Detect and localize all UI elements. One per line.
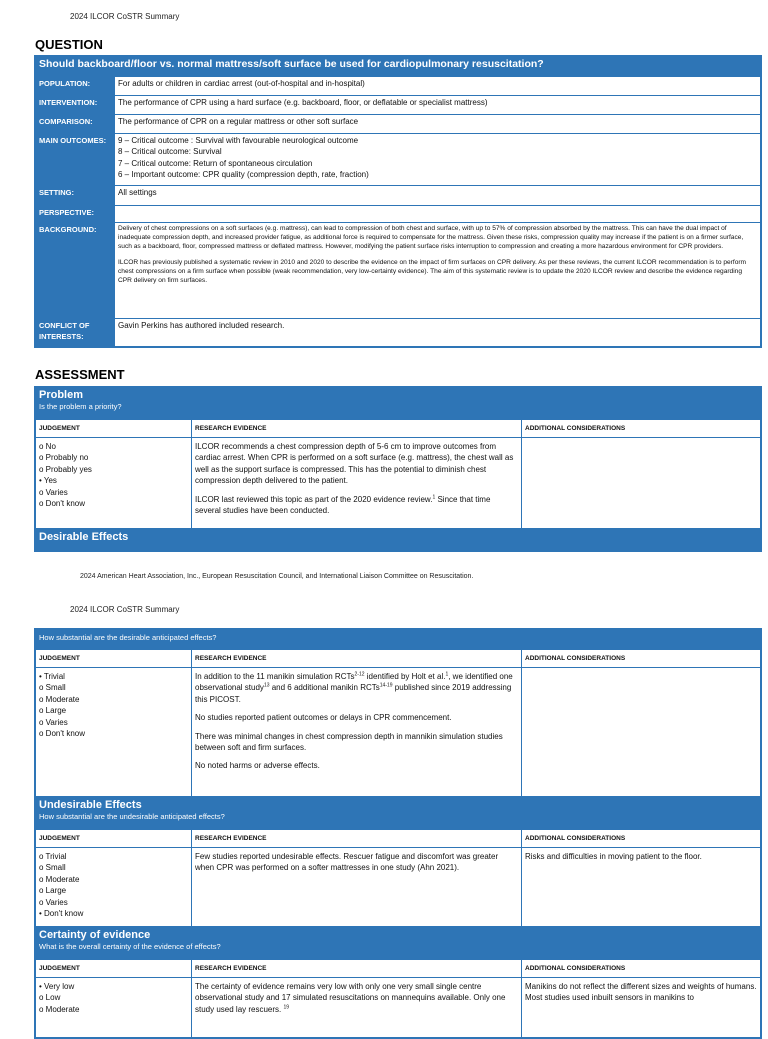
- column-header-row: [36, 420, 761, 438]
- undesirable-evidence: Few studies reported undesirable effects. Rescuer fatigue and discomfort was greater when CPR was performed on a softer mattresses in one study (Ahn 2021).: [192, 848, 522, 927]
- certainty-judgement: [36, 978, 192, 1038]
- problem-evidence: [192, 438, 522, 529]
- background-value: [115, 223, 761, 319]
- undesirable-row: [36, 848, 761, 927]
- evidence-header: RESEARCH EVIDENCE: [192, 830, 522, 848]
- additional-header: ADDITIONAL CONSIDERATIONS: [522, 830, 761, 848]
- citation: 14-19: [379, 682, 393, 689]
- problem-table: [34, 386, 762, 552]
- text-run: , we identified one observational study: [195, 672, 513, 693]
- judgement-option[interactable]: o Don't know: [39, 729, 85, 739]
- judgement-option[interactable]: o Varies: [39, 487, 68, 497]
- comparison-value: The performance of CPR on a regular mattress or other soft surface: [115, 115, 761, 134]
- desirable-additional: [522, 668, 761, 797]
- assessment-heading: ASSESSMENT: [35, 367, 125, 382]
- judgement-option[interactable]: o Moderate: [39, 874, 80, 884]
- background-row: [36, 223, 761, 319]
- judgement-option[interactable]: • Yes: [39, 476, 57, 486]
- additional-header: ADDITIONAL CONSIDERATIONS: [522, 960, 761, 978]
- certainty-row: [36, 978, 761, 1038]
- desirable-title: Desirable Effects: [39, 531, 129, 543]
- perspective-row: [36, 206, 761, 223]
- outcome-item: 7 – Critical outcome: Return of spontaneous circulation: [118, 158, 313, 168]
- problem-title: Problem: [39, 389, 84, 401]
- intervention-row: [36, 96, 761, 115]
- coi-row: [36, 319, 761, 347]
- certainty-band: [35, 927, 761, 959]
- problem-band: [35, 387, 761, 419]
- text-run: Since that time several studies have been conducted.: [195, 494, 491, 516]
- additional-header: ADDITIONAL CONSIDERATIONS: [522, 420, 761, 438]
- text-run: published since 2019 addressing this PICOST.: [195, 683, 512, 704]
- text-run: In addition to the 11 manikin simulation RCTs: [195, 672, 355, 681]
- additional-line: Most studies used inbuilt sensors in manikins to: [525, 993, 694, 1003]
- undesirable-subtitle: How substantial are the undesirable anticipated effects?: [39, 812, 225, 821]
- judgement-header: JUDGEMENT: [36, 420, 192, 438]
- background-label: BACKGROUND:: [36, 223, 115, 319]
- outcome-item: 8 – Critical outcome: Survival: [118, 147, 222, 157]
- problem-evidence-paragraph-1: ILCOR recommends a chest compression depth of 5-6 cm to improve outcomes from cardiac arrest. When CPR is performed on a soft surface (e.g. mattress), the chest wall as well as the support surface is compressed. This has the potential to diminish chest compression depth delivered to the patient.: [195, 442, 514, 486]
- question-heading: QUESTION: [35, 37, 103, 52]
- evidence-header: RESEARCH EVIDENCE: [192, 650, 522, 668]
- judgement-header: JUDGEMENT: [36, 650, 192, 668]
- outcome-item: 6 – Important outcome: CPR quality (compression depth, rate, fraction): [118, 170, 369, 180]
- judgement-option[interactable]: o Moderate: [39, 694, 80, 704]
- column-header-row: [36, 830, 761, 848]
- question-title: Should backboard/floor vs. normal mattress/soft surface be used for cardiopulmonary resuscitation?: [35, 56, 761, 76]
- text-run: The certainty of evidence remains very low with only one very small single centre observational study and 17 simulated resuscitations on mannequins available. Only one study used lay rescuers.: [195, 982, 506, 1014]
- evidence-header: RESEARCH EVIDENCE: [192, 960, 522, 978]
- text-run: identified by Holt et al.: [364, 672, 446, 681]
- judgement-option[interactable]: o Varies: [39, 897, 68, 907]
- judgement-option[interactable]: o Trivial: [39, 852, 67, 861]
- judgement-header: JUDGEMENT: [36, 960, 192, 978]
- setting-value: All settings: [115, 186, 761, 206]
- coi-value: Gavin Perkins has authored included research.: [115, 319, 761, 347]
- undesirable-band: [35, 797, 761, 829]
- judgement-option[interactable]: • Don't know: [39, 909, 84, 919]
- desirable-evidence: [192, 668, 522, 797]
- comparison-label: COMPARISON:: [36, 115, 115, 134]
- additional-line: Manikins do not reflect the different sizes and weights of humans.: [525, 982, 757, 991]
- desirable-evidence-paragraph-1: [195, 671, 518, 705]
- desirable-subtitle: How substantial are the desirable anticipated effects?: [39, 633, 217, 642]
- judgement-option[interactable]: o Large: [39, 706, 67, 716]
- question-table: [34, 55, 762, 348]
- intervention-value: The performance of CPR using a hard surface (e.g. backboard, floor, or deflatable or specialist mattress): [115, 96, 761, 115]
- population-value: For adults or children in cardiac arrest (out-of-hospital and in-hospital): [115, 77, 761, 96]
- population-label: POPULATION:: [36, 77, 115, 96]
- outcome-item: 9 – Critical outcome : Survival with favourable neurological outcome: [118, 136, 359, 145]
- citation: 2-12: [354, 671, 365, 678]
- page-footer: 2024 American Heart Association, Inc., European Resuscitation Council, and International Liaison Committee on Resuscitation.: [80, 573, 474, 580]
- main-outcomes-value: [115, 134, 761, 186]
- judgement-option[interactable]: o Varies: [39, 717, 68, 727]
- judgement-option[interactable]: • Very low: [39, 982, 75, 991]
- problem-evidence-paragraph-2: [195, 494, 518, 517]
- judgement-option[interactable]: o Probably yes: [39, 464, 92, 474]
- judgement-option[interactable]: o Don't know: [39, 499, 85, 509]
- desirable-row: [36, 668, 761, 797]
- certainty-title: Certainty of evidence: [39, 929, 151, 941]
- column-header-row: [36, 960, 761, 978]
- undesirable-title: Undesirable Effects: [39, 799, 142, 811]
- text-run: ILCOR last reviewed this topic as part of the 2020 evidence review.: [195, 494, 433, 504]
- problem-subtitle: Is the problem a priority?: [39, 402, 122, 411]
- citation: 1: [445, 671, 449, 678]
- judgement-header: JUDGEMENT: [36, 830, 192, 848]
- desirable-evidence-paragraph-2: No studies reported patient outcomes or delays in CPR commencement.: [195, 713, 452, 723]
- comparison-row: [36, 115, 761, 134]
- undesirable-additional: Risks and difficulties in moving patient to the floor.: [522, 848, 761, 927]
- problem-additional: [522, 438, 761, 529]
- perspective-value: [115, 206, 761, 223]
- page-header: 2024 ILCOR CoSTR Summary: [70, 605, 180, 614]
- background-paragraph-2: ILCOR has previously published a systematic review in 2010 and 2020 to describe the evidence on the impact of firm surfaces on CPR delivery. As per these reviews, the current ILCOR recommendation is to perform chest compressions on a firm surface when possible (weak recommendation, very low-certainty evidence). The aim of this systematic review is to update the 2020 ILCOR review and describe the evidence regarding CPR delivery on firm surfaces.: [118, 259, 747, 285]
- background-paragraph-1: Delivery of chest compressions on a soft surfaces (e.g. mattress), can lead to compression of both chest and surface, with up to 57% of compression absorbed by the mattress. This can have the dual impact of inadequate compression depth, and increased provider fatigue, as additional force is required to compensate for the mattress. Given these risks, compression quality may increase if the patient is on a firmer surface, such as a backboard, floor, compressed mattress or deflated mattress. However, modifying the patient surface risks interruption to compression and creating a more hazardous environment for CPR providers.: [118, 225, 744, 251]
- desirable-evidence-paragraph-4: No noted harms or adverse effects.: [195, 761, 320, 771]
- judgement-option[interactable]: o Moderate: [39, 1004, 80, 1014]
- setting-label: SETTING:: [36, 186, 115, 206]
- judgement-option[interactable]: o Small: [39, 863, 66, 873]
- main-outcomes-label: MAIN OUTCOMES:: [36, 134, 115, 186]
- population-row: [36, 77, 761, 96]
- citation: 13: [263, 682, 270, 689]
- desirable-judgement: [36, 668, 192, 797]
- perspective-label: PERSPECTIVE:: [36, 206, 115, 223]
- undesirable-judgement: [36, 848, 192, 927]
- additional-header: ADDITIONAL CONSIDERATIONS: [522, 650, 761, 668]
- judgement-option[interactable]: • Trivial: [39, 672, 65, 681]
- certainty-subtitle: What is the overall certainty of the evidence of effects?: [39, 942, 221, 951]
- problem-judgement: [36, 438, 192, 529]
- evidence-header: RESEARCH EVIDENCE: [192, 420, 522, 438]
- judgement-option[interactable]: o No: [39, 442, 56, 451]
- desirable-sub-band: [35, 629, 761, 649]
- desirable-table: [34, 628, 762, 1039]
- problem-row: [36, 438, 761, 529]
- setting-row: [36, 186, 761, 206]
- text-run: and 6 additional manikin RCTs: [269, 683, 380, 693]
- main-outcomes-row: [36, 134, 761, 186]
- judgement-option[interactable]: o Small: [39, 683, 66, 693]
- judgement-option[interactable]: o Large: [39, 886, 67, 896]
- citation: 1: [432, 493, 436, 500]
- judgement-option[interactable]: o Low: [39, 993, 61, 1003]
- page-header: 2024 ILCOR CoSTR Summary: [70, 12, 180, 21]
- certainty-evidence: [192, 978, 522, 1038]
- coi-label: CONFLICT OF INTERESTS:: [36, 319, 115, 347]
- desirable-band: [35, 529, 761, 551]
- certainty-additional: [522, 978, 761, 1038]
- intervention-label: INTERVENTION:: [36, 96, 115, 115]
- citation: 19: [283, 1004, 290, 1011]
- judgement-option[interactable]: o Probably no: [39, 453, 89, 463]
- desirable-evidence-paragraph-3: There was minimal changes in chest compression depth in mannikin simulation studies between soft and firm surfaces.: [195, 731, 503, 753]
- column-header-row: [36, 650, 761, 668]
